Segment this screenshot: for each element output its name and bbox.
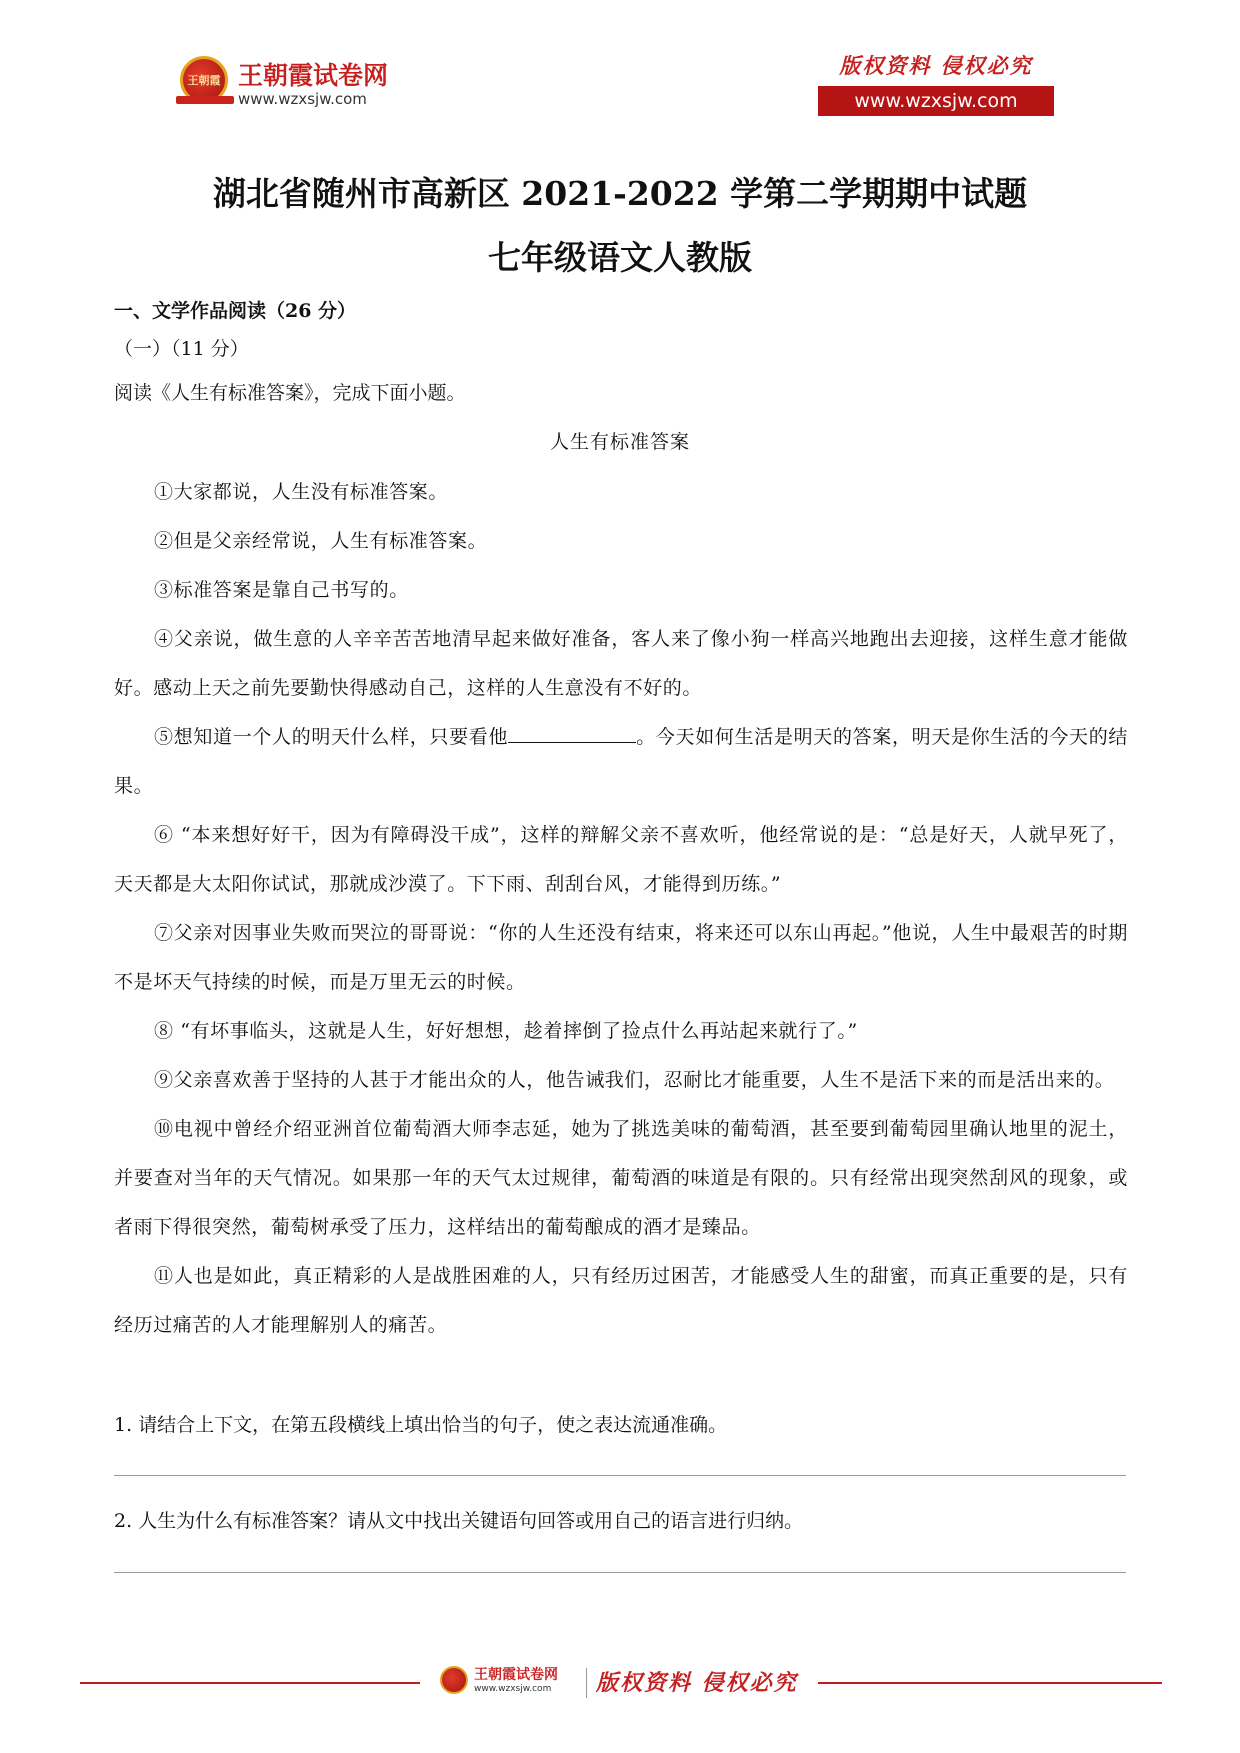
copyright-banner bbox=[818, 50, 1054, 112]
ribbon-decoration bbox=[176, 96, 234, 104]
footer-copyright: 版权资料 侵权必究 bbox=[596, 1670, 798, 1696]
paragraph: ④父亲说，做生意的人辛辛苦苦地清早起来做好准备，客人来了像小狗一样高兴地跑出去迎接，这样生意才能做好。感动上天之前先要勤快得感动自己，这样的人生意没有不好的。 bbox=[114, 628, 1128, 699]
seal-icon: 王朝霞 bbox=[180, 56, 228, 104]
footer-divider-right bbox=[818, 1682, 1162, 1684]
logo-name: 王朝霞试卷网 bbox=[238, 61, 389, 90]
copyright-url[interactable]: www.wzxsjw.com bbox=[818, 86, 1054, 116]
question-1: 1. 请结合上下文，在第五段横线上填出恰当的句子，使之表达流通准确。 bbox=[114, 1414, 728, 1436]
paragraph: ⑪人也是如此，真正精彩的人是战胜困难的人，只有经历过困苦，才能感受人生的甜蜜，而真正重要的是，只有经历过痛苦的人才能理解别人的痛苦。 bbox=[114, 1265, 1128, 1336]
site-logo[interactable] bbox=[180, 52, 420, 114]
footer-name: 王朝霞试卷网 bbox=[474, 1667, 558, 1683]
article-body bbox=[114, 468, 1128, 1350]
section-heading: 一、文学作品阅读（26 分） bbox=[114, 300, 357, 322]
paragraph: ⑧ “有坏事临头，这就是人生，好好想想，趁着摔倒了捡点什么再站起来就行了。” bbox=[154, 1020, 858, 1042]
paragraph: ②但是父亲经常说，人生有标准答案。 bbox=[154, 530, 488, 552]
paragraph-with-blank bbox=[114, 713, 1128, 811]
paragraph: ③标准答案是靠自己书写的。 bbox=[154, 579, 409, 601]
paragraph: ⑦父亲对因事业失败而哭泣的哥哥说：“你的人生还没有结束，将来还可以东山再起。”他说，人生中最艰苦的时期不是坏天气持续的时候，而是万里无云的时候。 bbox=[114, 922, 1128, 993]
page-title: 湖北省随州市高新区 2021-2022 学第二学期期中试题 bbox=[212, 174, 1028, 213]
section-part: （一）（11 分） bbox=[114, 338, 249, 360]
page-subtitle: 七年级语文人教版 bbox=[488, 238, 752, 277]
paragraph-5-start: ⑤想知道一个人的明天什么样，只要看他 bbox=[154, 726, 509, 748]
logo-url: www.wzxsjw.com bbox=[238, 90, 367, 108]
question-2: 2. 人生为什么有标准答案？请从文中找出关键语句回答或用自己的语言进行归纳。 bbox=[114, 1510, 804, 1532]
footer-brand bbox=[440, 1662, 810, 1704]
answer-line-2[interactable] bbox=[114, 1572, 1126, 1573]
fill-in-blank[interactable] bbox=[508, 720, 636, 743]
footer-divider-left bbox=[80, 1682, 420, 1684]
answer-line-1[interactable] bbox=[114, 1475, 1126, 1476]
footer-seal-icon bbox=[440, 1666, 468, 1694]
copyright-text: 版权资料 侵权必究 bbox=[839, 53, 1033, 78]
paragraph: ①大家都说，人生没有标准答案。 bbox=[154, 481, 449, 503]
footer-separator bbox=[586, 1668, 587, 1698]
paragraph-5-end: 。今天如何生活是明天的答案，明天是你生活的今天的结果。 bbox=[114, 726, 1128, 797]
article-title: 人生有标准答案 bbox=[549, 431, 690, 453]
paragraph: ⑨父亲喜欢善于坚持的人甚于才能出众的人，他告诫我们，忍耐比才能重要，人生不是活下来的而是活出来的。 bbox=[154, 1069, 1115, 1091]
paragraph: ⑥ “本来想好好干，因为有障碍没干成”，这样的辩解父亲不喜欢听，他经常说的是：“总是好天，人就早死了，天天都是大太阳你试试，那就成沙漠了。下下雨、刮刮台风，才能得到历练。” bbox=[114, 824, 1128, 895]
footer-url[interactable]: www.wzxsjw.com bbox=[474, 1684, 552, 1694]
paragraph: ⑩电视中曾经介绍亚洲首位葡萄酒大师李志延，她为了挑选美味的葡萄酒，甚至要到葡萄园里确认地里的泥土，并要查对当年的天气情况。如果那一年的天气太过规律，葡萄酒的味道是有限的。只有经常出现突然刮风的现象，或者雨下得很突然，葡萄树承受了压力，这样结出的葡萄酿成的酒才是臻品。 bbox=[114, 1118, 1128, 1238]
section-instruction: 阅读《人生有标准答案》，完成下面小题。 bbox=[114, 382, 466, 404]
